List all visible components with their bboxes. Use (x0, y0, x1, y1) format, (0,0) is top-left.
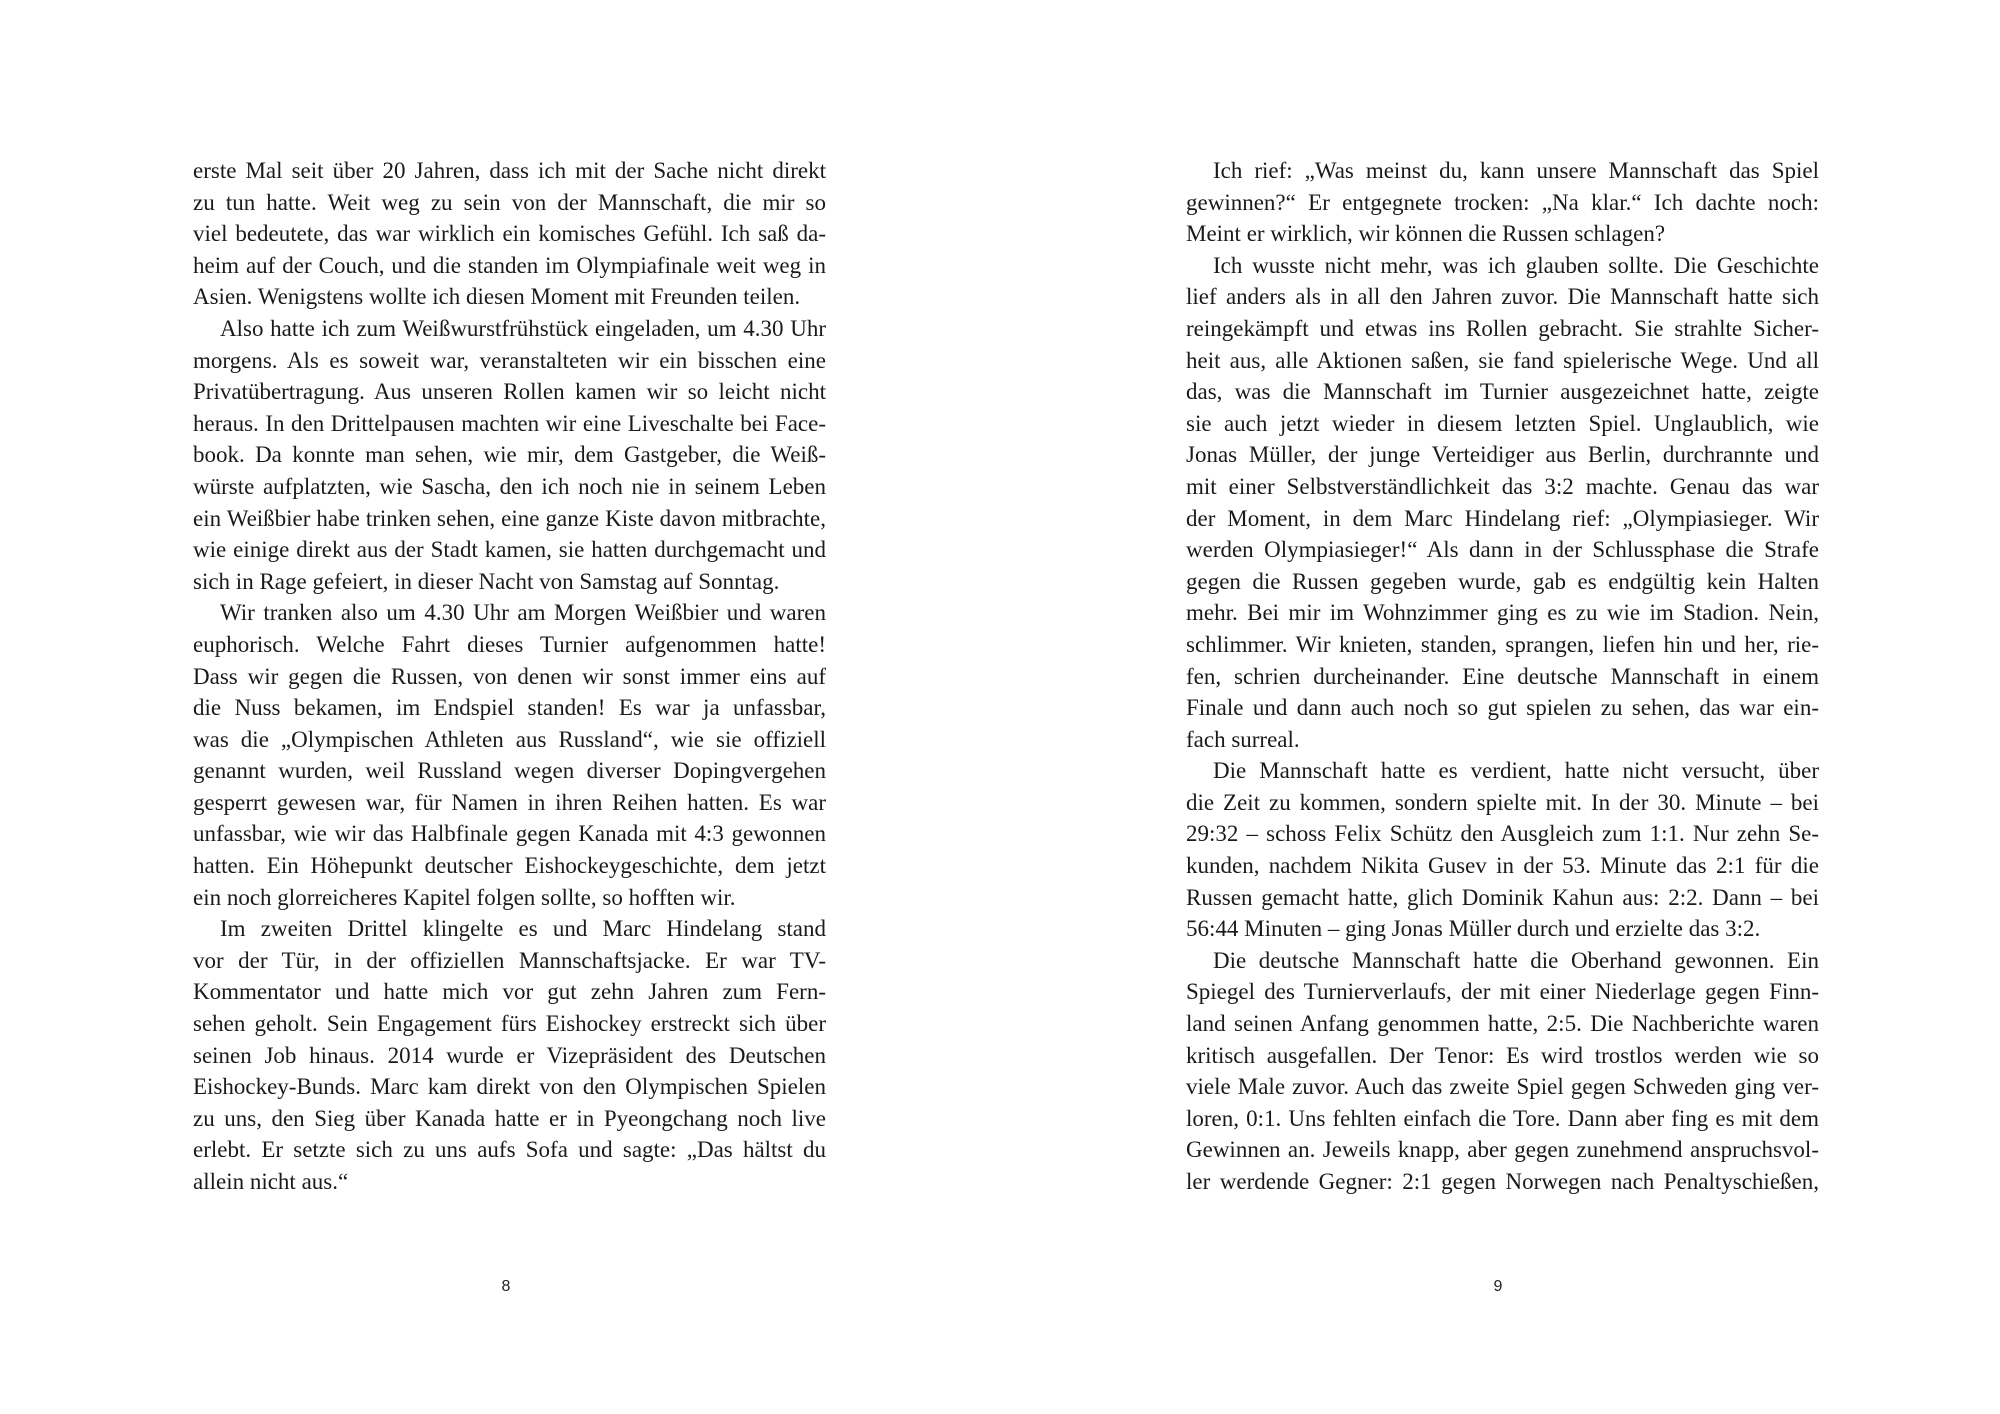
text-line: mit einer Selbstverständlichkeit das 3:2 machte. Genau das war (1186, 473, 1819, 499)
text-line: Die Mannschaft hatte es verdient, hatte nicht versucht, über (1213, 758, 1819, 784)
text-line: sich in Rage gefeiert, in dieser Nacht von Samstag auf Sonntag. (193, 568, 780, 594)
text-line: unfassbar, wie wir das Halbfinale gegen Kanada mit 4:3 gewonnen (193, 821, 826, 847)
text-line: Russen gemacht hatte, glich Dominik Kahun aus: 2:2. Dann – bei (1186, 884, 1819, 910)
text-line: hatten. Ein Höhepunkt deutscher Eishockeygeschichte, dem jetzt (193, 853, 826, 879)
text-line: heraus. In den Drittelpausen machten wir eine Liveschalte bei Face- (193, 410, 826, 436)
text-line: sehen geholt. Sein Engagement fürs Eishockey erstreckt sich über (193, 1011, 826, 1037)
text-line: Kommentator und hatte mich vor gut zehn Jahren zum Fern- (193, 979, 826, 1005)
text-line: fen, schrien durcheinander. Eine deutsche Mannschaft in einem (1186, 663, 1819, 689)
text-line: morgens. Als es soweit war, veranstalteten wir ein bisschen eine (193, 347, 826, 373)
text-line: erste Mal seit über 20 Jahren, dass ich mit der Sache nicht direkt (193, 158, 826, 183)
text-line: kunden, nachdem Nikita Gusev in der 53. Minute das 2:1 für die (1186, 853, 1819, 879)
text-line: 56:44 Minuten – ging Jonas Müller durch und erzielte das 3:2. (1186, 916, 1761, 942)
text-line: 29:32 – schoss Felix Schütz den Ausgleich zum 1:1. Nur zehn Se- (1186, 821, 1819, 847)
text-line: genannt wurden, weil Russland wegen diverser Dopingvergehen (193, 758, 826, 784)
text-line: sie auch jetzt wieder in diesem letzten Spiel. Unglaublich, wie (1186, 410, 1819, 436)
text-line: würste aufplatzten, wie Sascha, den ich noch nie in seinem Leben (193, 473, 826, 499)
text-line: Asien. Wenigstens wollte ich diesen Moment mit Freunden teilen. (193, 284, 801, 310)
right-page (1000, 0, 2000, 1414)
text-line: ein Weißbier habe trinken sehen, eine ganze Kiste davon mitbrachte, (193, 505, 826, 531)
text-line: schlimmer. Wir knieten, standen, sprangen, liefen hin und her, rie- (1186, 631, 1819, 657)
text-line: zu tun hatte. Weit weg zu sein von der Mannschaft, die mir so (193, 189, 826, 215)
text-line: zu uns, den Sieg über Kanada hatte er in Pyeongchang noch live (193, 1105, 826, 1131)
text-line: Eishockey-Bunds. Marc kam direkt von den Olympischen Spielen (193, 1074, 826, 1100)
text-line: Ich rief: „Was meinst du, kann unsere Mannschaft das Spiel (1213, 158, 1819, 183)
text-line: heit aus, alle Aktionen saßen, sie fand spielerische Wege. Und all (1186, 347, 1819, 373)
text-line: ler werdende Gegner: 2:1 gegen Norwegen nach Penaltyschießen, (1186, 1169, 1819, 1194)
text-line: Gewinnen an. Jeweils knapp, aber gegen zunehmend anspruchsvol- (1186, 1137, 1819, 1163)
text-line: fach surreal. (1186, 726, 1300, 752)
text-line: land seinen Anfang genommen hatte, 2:5. Die Nachberichte waren (1186, 1011, 1819, 1037)
text-line: mehr. Bei mir im Wohnzimmer ging es zu wie im Stadion. Nein, (1186, 600, 1819, 626)
text-line: Finale und dann auch noch so gut spielen zu sehen, das war ein- (1186, 695, 1819, 721)
text-line: das, was die Mannschaft im Turnier ausgezeichnet hatte, zeigte (1186, 379, 1819, 405)
text-line: Die deutsche Mannschaft hatte die Oberhand gewonnen. Ein (1213, 947, 1819, 973)
text-line: viel bedeutete, das war wirklich ein komisches Gefühl. Ich saß da- (193, 221, 826, 247)
text-line: vor der Tür, in der offiziellen Mannschaftsjacke. Er war TV- (193, 947, 826, 973)
text-line: Wir tranken also um 4.30 Uhr am Morgen Weißbier und waren (220, 600, 826, 626)
text-line: wie einige direkt aus der Stadt kamen, sie hatten durchgemacht und (193, 537, 826, 563)
text-line: gegen die Russen gegeben wurde, gab es endgültig kein Halten (1186, 568, 1819, 594)
text-line: Meint er wirklich, wir können die Russen schlagen? (1186, 221, 1666, 247)
text-line: gesperrt gewesen war, für Namen in ihren Reihen hatten. Es war (193, 789, 826, 815)
text-line: euphorisch. Welche Fahrt dieses Turnier aufgenommen hatte! (193, 631, 826, 657)
text-line: seinen Job hinaus. 2014 wurde er Vizepräsident des Deutschen (193, 1042, 826, 1068)
text-line: reingekämpft und etwas ins Rollen gebracht. Sie strahlte Sicher- (1186, 315, 1819, 341)
text-line: Also hatte ich zum Weißwurstfrühstück eingeladen, um 4.30 Uhr (220, 315, 826, 341)
right-page-number: 9 (1493, 1278, 1503, 1295)
left-page-number: 8 (501, 1278, 511, 1295)
text-line: book. Da konnte man sehen, wie mir, dem Gastgeber, die Weiß- (193, 442, 826, 468)
text-line: die Nuss bekamen, im Endspiel standen! Es war ja unfassbar, (193, 695, 826, 721)
text-line: Jonas Müller, der junge Verteidiger aus Berlin, durchrannte und (1186, 442, 1819, 468)
text-line: lief anders als in all den Jahren zuvor. Die Mannschaft hatte sich (1186, 284, 1819, 310)
text-line: heim auf der Couch, und die standen im Olympiafinale weit weg in (193, 252, 826, 278)
text-line: werden Olympiasieger!“ Als dann in der Schlussphase die Strafe (1186, 537, 1819, 563)
text-line: gewinnen?“ Er entgegnete trocken: „Na klar.“ Ich dachte noch: (1186, 189, 1819, 215)
text-line: ein noch glorreicheres Kapitel folgen sollte, so hofften wir. (193, 884, 736, 910)
text-line: Ich wusste nicht mehr, was ich glauben sollte. Die Geschichte (1213, 252, 1819, 278)
text-line: Dass wir gegen die Russen, von denen wir sonst immer eins auf (193, 663, 826, 689)
text-line: Im zweiten Drittel klingelte es und Marc Hindelang stand (220, 916, 826, 942)
left-page-text-column (193, 155, 826, 1198)
text-line: viele Male zuvor. Auch das zweite Spiel gegen Schweden ging ver- (1186, 1074, 1819, 1100)
text-line: Privatübertragung. Aus unseren Rollen kamen wir so leicht nicht (193, 379, 826, 405)
text-line: loren, 0:1. Uns fehlten einfach die Tore. Dann aber fing es mit dem (1186, 1105, 1819, 1131)
text-line: was die „Olympischen Athleten aus Russland“, wie sie offiziell (193, 726, 826, 752)
text-line: kritisch ausgefallen. Der Tenor: Es wird trostlos werden wie so (1186, 1042, 1819, 1068)
text-line: erlebt. Er setzte sich zu uns aufs Sofa und sagte: „Das hältst du (193, 1137, 826, 1163)
text-line: die Zeit zu kommen, sondern spielte mit. In der 30. Minute – bei (1186, 789, 1819, 815)
text-line: Spiegel des Turnierverlaufs, der mit einer Niederlage gegen Finn- (1186, 979, 1819, 1005)
text-line: der Moment, in dem Marc Hindelang rief: „Olympiasieger. Wir (1186, 505, 1819, 531)
text-line: allein nicht aus.“ (193, 1169, 349, 1194)
right-page-text-column (1186, 155, 1819, 1198)
